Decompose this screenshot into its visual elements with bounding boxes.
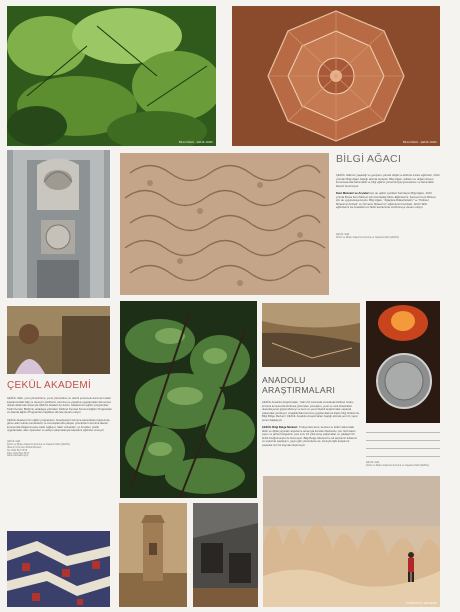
photo-caption: BİLGİ AĞACI · ÇEKÜL VAKFI — [403, 141, 437, 144]
juniper-photo — [120, 301, 257, 498]
carved-portal-photo — [7, 150, 110, 298]
divider — [366, 440, 440, 441]
calligraphy-relief-photo — [120, 153, 329, 295]
paragraph-text: ; Türkiye'deki kent, kentsel ve kültür alanındaki farklı ve dijital yayınları arşivleme amacıyla kurulan Merkezde, her türlü basılı yayın ve görsel belgelerin yanı sıra, 15 yıllık proje çalışmaları ve yaklaşık 50 binlik fotoğraf arşivi de bulunuyor. Bilgi Belge Merkezi'ne ait arşivlerin kullanım ve toplumla paylaşımı, yayın gibi yöntemlerle de, konuyla ilgili araştırma yapanlar için bir kaynak oluşturuyor. — [262, 426, 357, 448]
highlight-text: Kent Müzeleri ve Arşivleri — [336, 192, 370, 196]
section-paragraph: ÇEKÜL Akademi'nin eğitim programları, belediyelerin koruma alanındaki projelerinde görev alan teknik elemanların ve kuruluşlarında çalışan yöneticilerin koruma ilkeleri konusunda bilgilenmesine katkı sağlıyor. Vakıf uzmanları, iyi örnekler, pratik uygulamalar, alan ziyaretleri ve atölye çalışmalarıyla kapsamlı eğitimler sunuyor. — [7, 418, 110, 433]
credit-text: ÇEKÜL Vakfı Kültür ve Mirası Araştırma Koruma ve Yaşatma Vakfı (ÇEKÜL) — [366, 462, 430, 467]
divider — [366, 432, 440, 433]
photo-caption: KAPADOKYA / NEVŞEHİR — [406, 602, 437, 605]
highlight-text: ÇEKÜL Bilgi Belge Merkezi — [262, 426, 298, 430]
section-paragraph — [262, 426, 360, 447]
section-paragraph: ÇEKÜL Vakfı, yerel yönetimlere, yerel yöneticilere ve teknik personele koruma modeli kapsamındaki bilgi ve deneyim birikimini, koruma ve yaşatma uygulamalarında somut olarak aktarmak amacıyla ÇEKÜL Akademi'yi kurdu. Akademinin eğitim programları; Tarihi Kentler Birliği ile ortaklaşa yürütülen Kültürel Kentsel Koruma Eğitim Programları ve Alanda Eğitim Programları başlıkları altında devam ediyor. — [7, 397, 113, 415]
ceiling-photo — [232, 6, 440, 146]
leaves-photo — [7, 6, 216, 146]
wooden-house-photo — [193, 503, 258, 607]
divider — [366, 448, 440, 449]
anadolu-arastirmalari-section — [262, 375, 360, 448]
section-paragraph — [336, 192, 440, 210]
section-title: BİLGİ AĞACI — [336, 153, 402, 165]
archive-shelves-photo — [262, 303, 360, 367]
divider — [366, 456, 440, 457]
cekul-akademi-section — [7, 380, 113, 458]
section-title: ANADOLU ARAŞTIRMALARI — [262, 375, 336, 395]
mosaic-floor-photo — [7, 531, 110, 607]
notes-lines — [366, 432, 440, 468]
cappadocia-photo — [263, 476, 440, 607]
credit-text: ÇEKÜL Vakfı Kültür ve Mirası Araştırma Koruma ve Yaşatma Vakfı (ÇEKÜL) Ülkenin Türk Ana Sözlük Müzeleri Tel: 0212 513 73 53 Faks: 0212 512 35 67 www.cekulvakfi.org.tr — [7, 440, 71, 458]
section-paragraph: ÇEKÜL Vakfının yaşadığı ve gençlere yönelik doğal ve kültürel mirası eğitimleri, 2012 yılından Bilgi Ağacı başlığı altında toplandı. Bilgi Ağacı, kültürel ve doğal mirasın korunmasında farkındalık ve bilgi eğitimi yöntemleriyle güncelleme ve farkındalık ilkesini benimsiyor. — [336, 174, 440, 188]
section-title: ÇEKÜL AKADEMİ — [7, 380, 92, 391]
credit-text: ÇEKÜL Vakfı Kültür ve Mirası Araştırma Koruma ve Yaşatma Vakfı (ÇEKÜL) — [336, 233, 400, 239]
bilgi-agaci-section — [336, 153, 440, 240]
photo-caption: BİLGİ AĞACI · ÇEKÜL VAKFI — [179, 141, 213, 144]
section-paragraph: ÇEKÜL Anadolu Araştırmaları, Yakın bir zamanda sunulacak kültürel mirası koruma konusunda birikmek yüzünden yönetişim; yerel ve sivil dinamikleri destekleyerek güçlendirmeyi ve kent ve yerel ölçekli araştırmalar yaparak çalışmalar yürütüyor. Anadolu'daki koruma uygulamalarına ilişkin bilgi birikimi ile, Bilgi Bölge Merkezi; ÇEKÜL Anadolu Araştırmaları başlığı altında yeni bir yayın süreci başlatıyor. — [262, 401, 360, 422]
paragraph-text: için de eğitim içerikleri hazırlayan Bilgi Ağacı, 2010 yılında Bursa Kent Müzesi için hazırladığı Müze Eğitimlerini, Samsun Kent Müzesi için de uygulamaya koydu. Bilgi Ağacı, "Ağaçlara Dikkat Edelim" ve "Kültürel Mirasımız Ardışık" ve Ormanın Mirasımız" eğitimlerini hazırladı. Sözlü Tarih eğitimlerini ise Anadolu'nun farklı kentlerinde sürdürmeye devam ediyor. — [336, 192, 436, 210]
woman-portrait-photo — [7, 306, 110, 374]
stone-tower-photo — [119, 503, 187, 607]
coin-photo — [366, 301, 440, 423]
